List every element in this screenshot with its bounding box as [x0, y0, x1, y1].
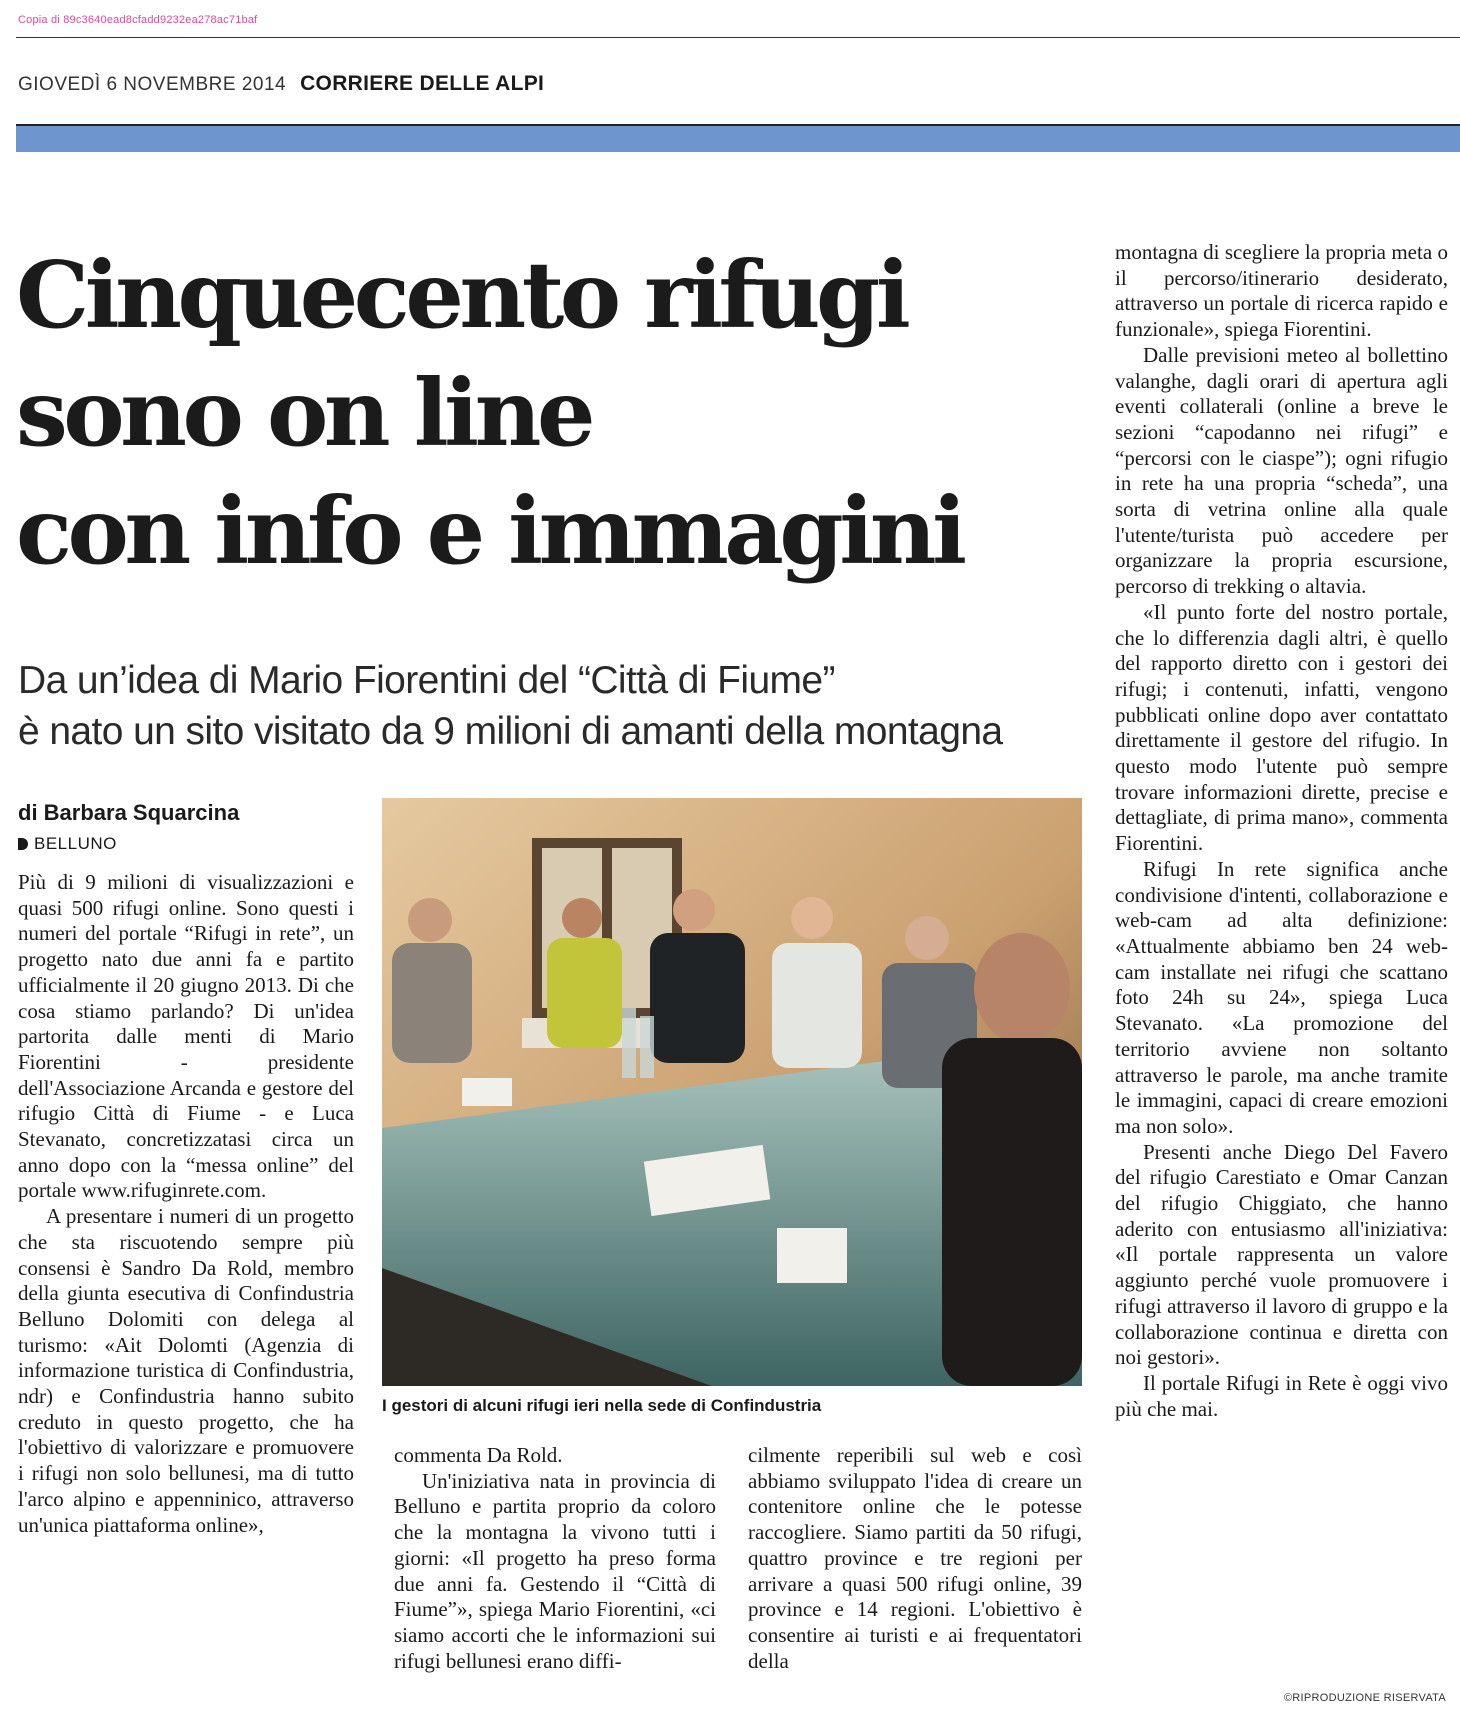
- section-band: [16, 124, 1460, 152]
- paragraph: Dalle previsioni meteo al bollettino valanghe, dagli orari di apertura agli eventi collaterali (online a breve le sezioni “capodanno nei rifugi” e “percorsi con le ciaspe”); ogni rifugio in rete ha una propria “scheda”, una sorta di vetrina online alla quale l'utente/turista può accedere per organizzare la propria escursione, percorso di trekking o altavia.: [1115, 342, 1448, 599]
- paragraph: «Il punto forte del nostro portale, che lo differenzia dagli altri, è quello del rapporto diretto con i gestori dei rifugi; i contenuti, infatti, vengono pubblicati online dopo aver contattato direttamente il gestore del rifugio. In questo modo l'utente può sempre trovare informazioni dirette, precise e dettagliate, di prima mano», commenta Fiorentini.: [1115, 599, 1448, 856]
- headline: [16, 236, 1076, 590]
- paragraph: A presentare i numeri di un progetto che sta riscuotendo sempre più consensi è Sandro Da Rold, membro della giunta esecutiva di Confindustria Belluno Dolomiti con delega al turismo: «Ait Dolomti (Agenzia di informazione turistica di Confindustria, ndr) e Confindustria hanno subito creduto in questo progetto, che ha l'obiettivo di valorizzare e promuovere i rifugi non solo bellunesi, ma di tutto l'arco alpino e appenninico, attraverso un'unica piattaforma online»,: [18, 1204, 354, 1537]
- byline: di Barbara Squarcina: [18, 800, 240, 825]
- headline-line: Cinquecento rifugi: [16, 241, 907, 349]
- article-photo: [382, 798, 1082, 1386]
- subhead-line: Da un’idea di Mario Fiorentini del “Città di Fiume”: [18, 659, 835, 702]
- dateline-location: BELLUNO: [34, 834, 117, 853]
- paragraph: cilmente reperibili sul web e così abbiamo sviluppato l'idea di creare un contenitore online che le potesse raccogliere. Siamo partiti da 50 rifugi, quattro province e tre regioni per arrivare a quasi 500 rifugi online, 39 province e 14 regioni. L'obiettivo è consentire ai turisti e ai frequentatori della: [748, 1443, 1082, 1673]
- photo-caption: I gestori di alcuni rifugi ieri nella sede di Confindustria: [382, 1396, 822, 1415]
- paragraph: Presenti anche Diego Del Favero del rifugio Carestiato e Omar Canzan del rifugio Chiggiato, che hanno aderito con entusiasmo all'iniziativa: «Il portale rappresenta un valore aggiunto perché vuole promuovere i rifugi attraverso il lavoro di gruppo e la collaborazione continua e diretta con noi gestori».: [1115, 1139, 1448, 1370]
- paragraph: montagna di scegliere la propria meta o il percorso/itinerario desiderato, attraverso un portale di ricerca rapido e funzionale», spiega Fiorentini.: [1115, 240, 1448, 342]
- headline-line: con info e immagini: [16, 477, 963, 585]
- article-column-2: [394, 1443, 716, 1674]
- newspaper-name: CORRIERE DELLE ALPI: [300, 72, 545, 95]
- document-id-watermark: Copia di 89c3640ead8cfadd9232ea278ac71baf: [18, 14, 258, 26]
- paragraph: Rifugi In rete significa anche condivisione d'intenti, collaborazione e web-cam ad alta definizione: «Attualmente abbiamo ben 24 web-cam installate nei rifugi che scattano foto 24h su 24», spiega Luca Stevanato. «La promozione del territorio avviene non soltanto attraverso le parole, ma anche tramite le immagini, capaci di creare emozioni ma non solo».: [1115, 856, 1448, 1138]
- paragraph: Un'iniziativa nata in provincia di Belluno e partita proprio da coloro che la montagna la vivono tutti i giorni: «Il progetto ha preso forma due anni fa. Gestendo il “Città di Fiume”», spiega Mario Fiorentini, «ci siamo accorti che le informazioni sui rifugi bellunesi erano diffi-: [394, 1468, 716, 1673]
- dateline: [18, 834, 117, 854]
- article-column-3: [748, 1443, 1082, 1674]
- paragraph: Il portale Rifugi in Rete è oggi vivo più che mai.: [1115, 1370, 1448, 1421]
- top-rule: [16, 37, 1460, 38]
- half-circle-icon: [18, 838, 28, 850]
- headline-line: sono on line: [16, 359, 592, 467]
- article-column-1: [18, 870, 354, 1538]
- article-column-4: [1115, 240, 1448, 1422]
- paragraph: Più di 9 milioni di visualizzazioni e quasi 500 rifugi online. Sono questi i numeri del portale “Rifugi in rete”, un progetto nato due anni fa e partito ufficialmente il 20 giugno 2013. Di che cosa stiamo parlando? Di un'idea partorita dalle menti di Mario Fiorentini - presidente dell'Associazione Arcanda e gestore del rifugio Città di Fiume - e Luca Stevanato, concretizzatasi circa un anno dopo con la “messa online” del portale www.rifuginrete.com.: [18, 870, 354, 1203]
- issue-date: GIOVEDÌ 6 NOVEMBRE 2014: [18, 74, 287, 95]
- subhead-line: è nato un sito visitato da 9 milioni di amanti della montagna: [18, 710, 1003, 753]
- page-header: [18, 72, 544, 96]
- copyright-notice: ©RIPRODUZIONE RISERVATA: [1283, 1692, 1446, 1704]
- paragraph: commenta Da Rold.: [394, 1443, 563, 1467]
- subheadline: [18, 655, 1098, 757]
